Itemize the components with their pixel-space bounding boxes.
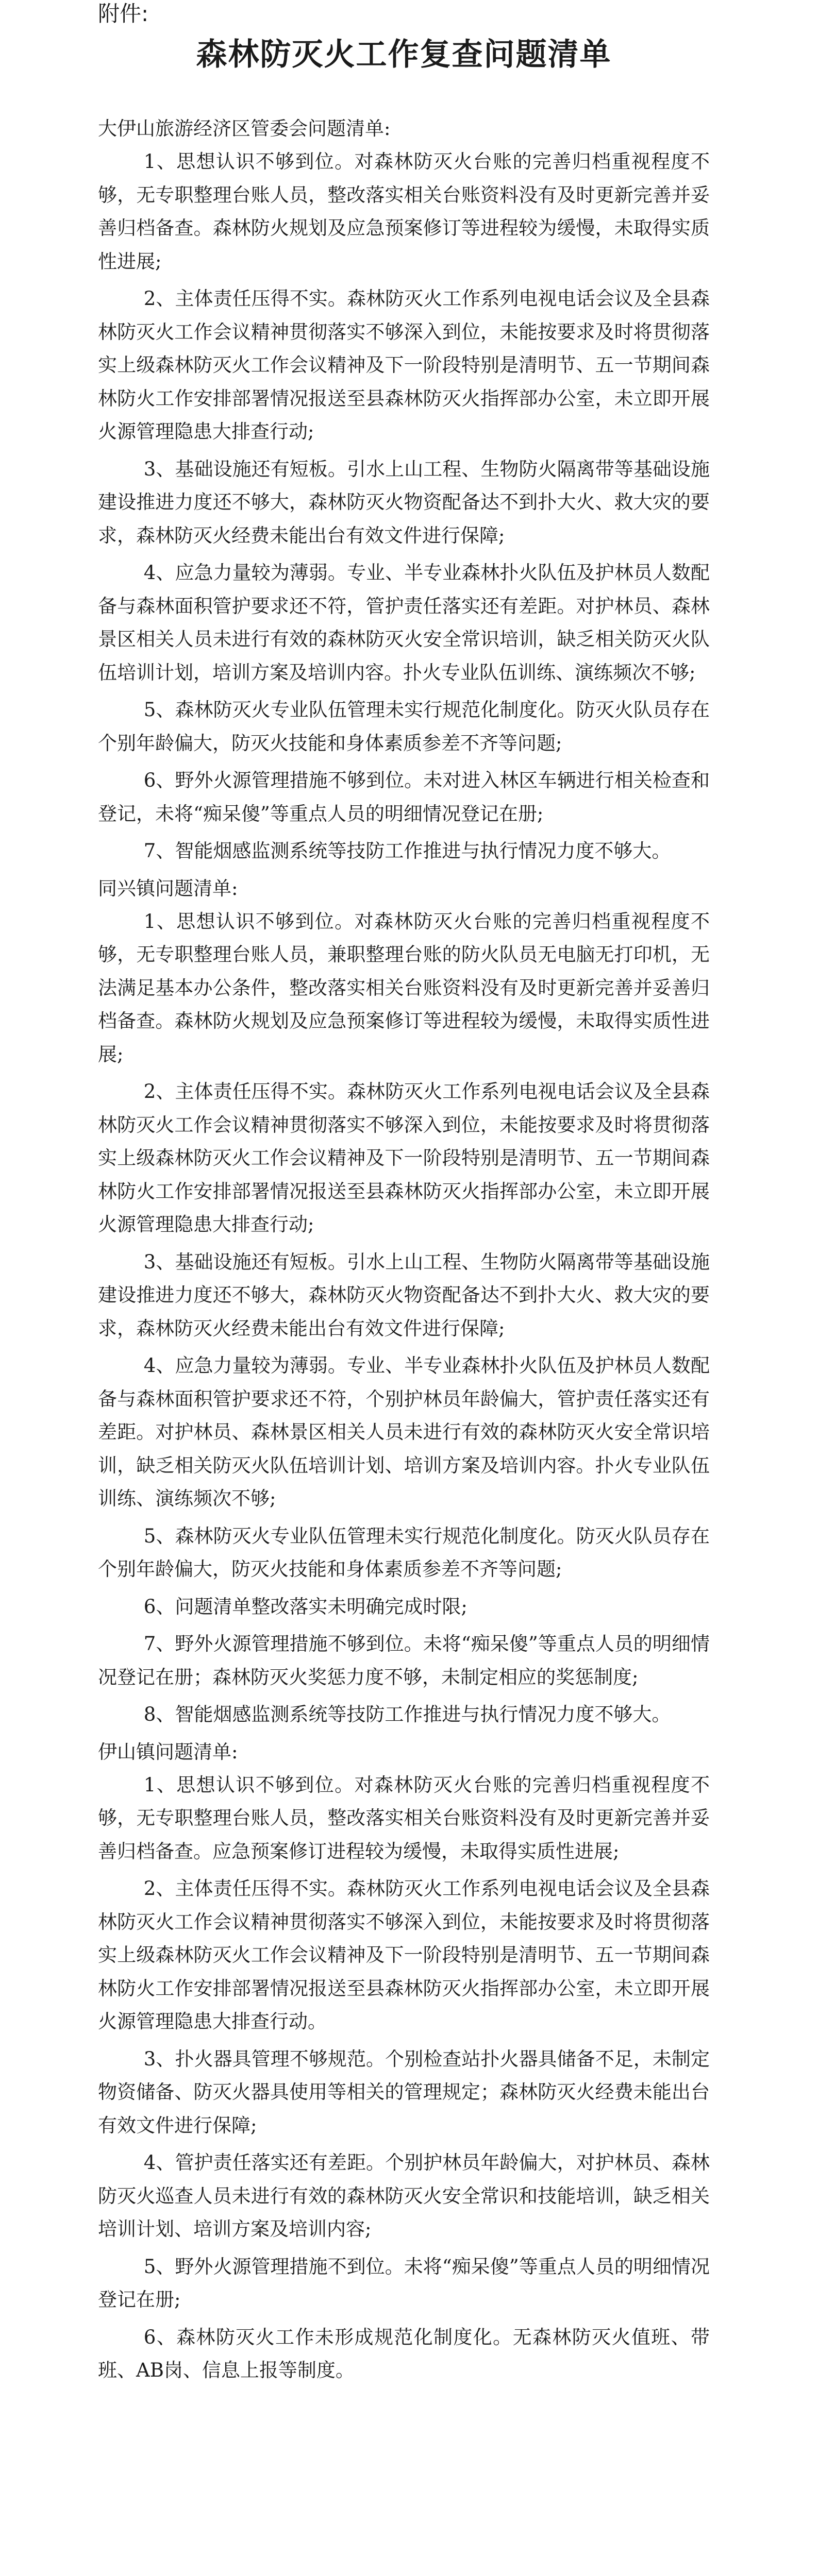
problem-item: 3、扑火器具管理不够规范。个别检查站扑火器具储备不足，未制定物资储备、防灭火器具使用等相关的管理规定；森林防灭火经费未能出台有效文件进行保障;: [98, 2047, 710, 2137]
problem-item: 4、应急力量较为薄弱。专业、半专业森林扑火队伍及护林员人数配备与森林面积管护要求还不符，管护责任落实还有差距。对护林员、森林景区相关人员未进行有效的森林防灭火安全常识培训，缺乏相关防灭火队伍培训计划，培训方案及培训内容。扑火专业队伍训练、演练频次不够;: [98, 562, 710, 684]
problem-item: 1、思想认识不够到位。对森林防灭火台账的完善归档重视程度不够，无专职整理台账人员，兼职整理台账的防火队员无电脑无打印机，无法满足基本办公条件，整改落实相关台账资料没有及时更新完善并妥善归档备查。森林防火规划及应急预案修订等进程较为缓慢，未取得实质性进展;: [98, 910, 710, 1065]
problem-item: 2、主体责任压得不实。森林防灭火工作系列电视电话会议及全县森林防灭火工作会议精神贯彻落实不够深入到位，未能按要求及时将贯彻落实上级森林防灭火工作会议精神及下一阶段特别是清明节、五一节期间森林防火工作安排部署情况报送至县森林防灭火指挥部办公室，未立即开展火源管理隐患大排查行动;: [98, 287, 710, 443]
problem-item: 1、思想认识不够到位。对森林防灭火台账的完善归档重视程度不够，无专职整理台账人员，整改落实相关台账资料没有及时更新完善并妥善归档备查。森林防火规划及应急预案修订等进程较为缓慢，未取得实质性进展;: [98, 150, 710, 273]
problem-item: 7、智能烟感监测系统等技防工作推进与执行情况力度不够大。: [143, 840, 671, 862]
problem-item: 1、思想认识不够到位。对森林防灭火台账的完善归档重视程度不够，无专职整理台账人员，整改落实相关台账资料没有及时更新完善并妥善归档备查。应急预案修订进程较为缓慢，未取得实质性进展;: [98, 1773, 710, 1862]
problem-item: 3、基础设施还有短板。引水上山工程、生物防火隔离带等基础设施建设推进力度还不够大，森林防灭火物资配备达不到扑大火、救大灾的要求，森林防灭火经费未能出台有效文件进行保障;: [98, 457, 710, 547]
page-title: 森林防灭火工作复查问题清单: [196, 37, 612, 73]
problem-list-section: [98, 1736, 710, 2387]
problem-item: 6、问题清单整改落实未明确完成时限;: [143, 1595, 468, 1618]
problem-item: 7、野外火源管理措施不够到位。未将“痴呆傻”等重点人员的明细情况登记在册；森林防灭火奖惩力度不够，未制定相应的奖惩制度;: [98, 1633, 710, 1688]
problem-item: 4、管护责任落实还有差距。个别护林员年龄偏大，对护林员、森林防灭火巡查人员未进行有效的森林防灭火安全常识和技能培训，缺乏相关培训计划、培训方案及培训内容;: [98, 2151, 710, 2240]
attachment-label: 附件:: [98, 1, 149, 26]
section-heading: 大伊山旅游经济区管委会问题清单:: [98, 117, 391, 140]
problem-list-section: [98, 112, 710, 868]
problem-list-section: [98, 872, 710, 1732]
problem-item: 2、主体责任压得不实。森林防灭火工作系列电视电话会议及全县森林防灭火工作会议精神贯彻落实不够深入到位，未能按要求及时将贯彻落实上级森林防灭火工作会议精神及下一阶段特别是清明节、五一节期间森林防火工作安排部署情况报送至县森林防灭火指挥部办公室，未立即开展火源管理隐患大排查行动;: [98, 1080, 710, 1235]
problem-item: 4、应急力量较为薄弱。专业、半专业森林扑火队伍及护林员人数配备与森林面积管护要求还不符，个别护林员年龄偏大，管护责任落实还有差距。对护林员、森林景区相关人员未进行有效的森林防灭火安全常识培训，缺乏相关防灭火队伍培训计划、培训方案及培训内容。扑火专业队伍训练、演练频次不够;: [98, 1354, 710, 1510]
problem-item: 5、野外火源管理措施不到位。未将“痴呆傻”等重点人员的明细情况登记在册;: [98, 2255, 710, 2311]
problem-item: 5、森林防灭火专业队伍管理未实行规范化制度化。防灭火队员存在个别年龄偏大，防灭火技能和身体素质参差不齐等问题;: [98, 699, 710, 754]
problem-item: 6、野外火源管理措施不够到位。未对进入林区车辆进行相关检查和登记，未将“痴呆傻”等重点人员的明细情况登记在册;: [98, 769, 710, 825]
section-heading: 同兴镇问题清单:: [98, 877, 238, 900]
problem-item: 2、主体责任压得不实。森林防灭火工作系列电视电话会议及全县森林防灭火工作会议精神贯彻落实不够深入到位，未能按要求及时将贯彻落实上级森林防灭火工作会议精神及下一阶段特别是清明节、五一节期间森林防火工作安排部署情况报送至县森林防灭火指挥部办公室，未立即开展火源管理隐患大排查行动。: [98, 1877, 710, 2032]
problem-item: 6、森林防灭火工作未形成规范化制度化。无森林防灭火值班、带班、AB岗、信息上报等制度。: [98, 2326, 710, 2381]
problem-item: 5、森林防灭火专业队伍管理未实行规范化制度化。防灭火队员存在个别年龄偏大，防灭火技能和身体素质参差不齐等问题;: [98, 1524, 710, 1580]
problem-item: 3、基础设施还有短板。引水上山工程、生物防火隔离带等基础设施建设推进力度还不够大，森林防灭火物资配备达不到扑大火、救大灾的要求，森林防灭火经费未能出台有效文件进行保障;: [98, 1250, 710, 1340]
problem-item: 8、智能烟感监测系统等技防工作推进与执行情况力度不够大。: [143, 1703, 671, 1725]
document-body: [98, 112, 710, 2387]
section-heading: 伊山镇问题清单:: [98, 1740, 238, 1763]
